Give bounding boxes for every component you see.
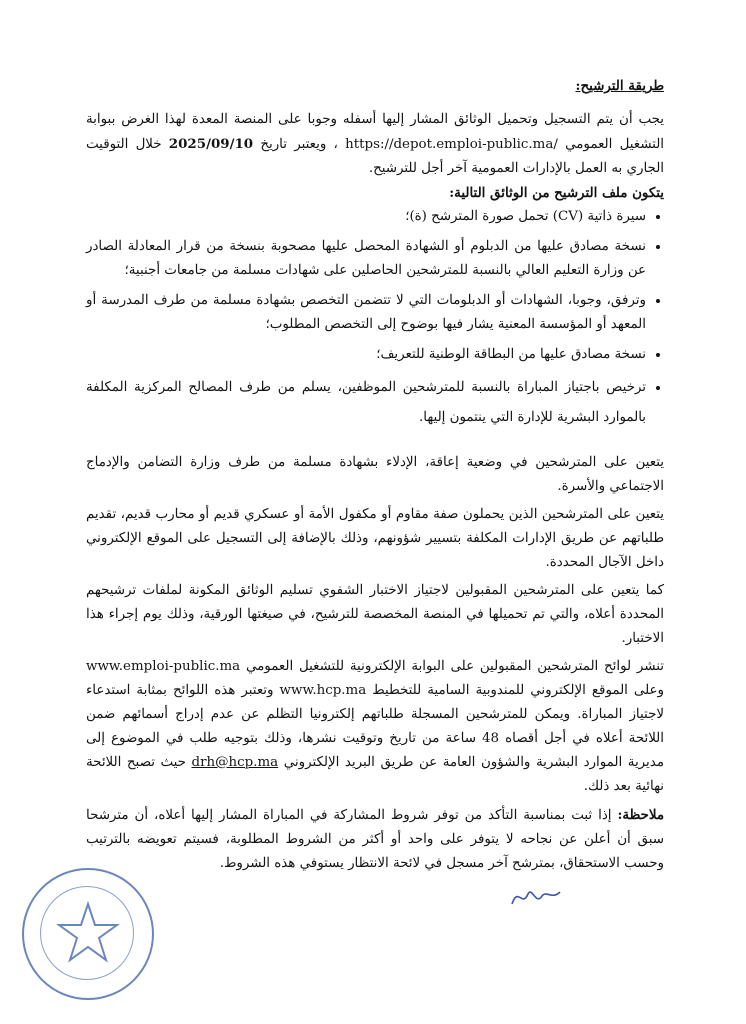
document-item: • نسخة مصادق عليها من الدبلوم أو الشهادة المحصل عليها مصحوبة بنسخة من قرار المعادلة الصادر عن وزارة التعليم العالي بالنسبة للمترشحين الحاصلين على شهادات مسلمة من جامعات أجنبية؛ [86,235,646,283]
note-text: إذا ثبت بمناسبة التأكد من توفر شروط المشاركة في المباراة المشار إليها أعلاه، أن مترشحا سبق أن أعلن عن نجاحه لا يتوفر على واحد أو أكثر من الشروط المطلوبة، فسيتم تعويضه بالترتيب وحسب الاستحقاق، بمترشح آخر مسجل في لائحة الانتظار يستوفي هذه الشروط. [86,808,664,871]
publication-text-3: وتعتبر هذه اللوائح بمثابة استدعاء لاجتياز المباراة. ويمكن للمترشحين المسجلة طلباتهم إلكترونيا التظلم عن عدم إدراج أسمائهم ضمن اللائحة أعلاه في أجل أقصاه [86,683,664,746]
signature-mark [508,880,564,912]
publication-text-1: تنشر لوائح المترشحين المقبولين على البوابة الإلكترونية للتشغيل العمومي [240,659,664,674]
veterans-paragraph: يتعين على المترشحين الذين يحملون صفة مقاوم أو مكفول الأمة أو عسكري قديم أو محارب قديم، تقديم طلباتهم عن طريق الإدارات المكلفة بتسيير شؤونهم، وذلك بالإضافة إلى التسجيل على الموقع الإلكتروني داخل الآجال المحددة. [86,507,664,570]
document-body [86,74,664,876]
stamp-star-icon [24,870,152,998]
intro-paragraph [86,108,664,181]
document-item: • سيرة ذاتية (CV) تحمل صورة المترشح (ة)؛ [86,205,646,229]
document-item: • ترخيص باجتياز المباراة بالنسبة للمترشحين الموظفين، يسلم من طرف المصالح المركزية المكلفة بالموارد البشرية للإدارة التي ينتمون إليها. [86,373,646,433]
emploi-public-site: www.emploi-public.ma [86,659,241,674]
publication-text-5: حيث تصبح اللائحة نهائية بعد ذلك. [86,755,664,794]
note-label: ملاحظة: [617,807,664,823]
document-item: • وترفق، وجوبا، الشهادات أو الدبلومات التي لا تتضمن التخصص بشهادة مسلمة من طرف المدرسة أو المعهد أو المؤسسة المعنية يشار فيها بوضوح إلى التخصص المطلوب؛ [86,289,646,337]
application-portal-url: https://depot.emploi-public.ma/ [345,137,558,152]
disability-paragraph: يتعين على المترشحين في وضعية إعاقة، الإدلاء بشهادة مسلمة من طرف وزارة التضامن والإدماج الاجتماعي والأسرة. [86,455,664,494]
intro-text-2: ، ويعتبر تاريخ [253,137,346,152]
publication-paragraph [86,655,664,799]
hr-email: drh@hcp.ma [191,755,279,770]
publication-text-2: وعلى الموقع الإلكتروني للمندوبية السامية للتخطيط [366,683,664,698]
intro-text-3: خلال التوقيت الجاري به العمل بالإدارات العمومية آخر أجل للترشيح. [86,137,664,176]
oral-exam-paragraph: كما يتعين على المترشحين المقبولين لاجتياز الاختبار الشفوي تسليم الوثائق المكونة لملفات ترشيحهم المحددة أعلاه، والتي تم تحميلها في المنصة المخصصة للترشيح، في صيغتها الورقية، وذلك يوم إجراء هذا الاختبار. [86,583,664,646]
publication-text-4: ساعة من تاريخ وتوقيت نشرها، وذلك بتوجيه طلب في الموضوع إلى مديرية الموارد البشرية والشؤون العامة عن طريق البريد الإلكتروني [86,731,664,770]
note-paragraph [86,803,664,876]
complaint-hours: 48 [481,731,500,746]
section-heading: طريقة الترشيح: [575,78,664,94]
intro-text-1: يجب أن يتم التسجيل وتحميل الوثائق المشار إليها أسفله وجوبا على المنصة المعدة لهذا الغرض ببوابة التشغيل العمومي [86,112,664,152]
hcp-site: www.hcp.ma [279,683,367,698]
official-stamp [22,868,154,1000]
documents-heading: يتكون ملف الترشيح من الوثائق التالية: [449,185,664,201]
deadline-date: 2025/09/10 [168,136,254,152]
document-item: • نسخة مصادق عليها من البطاقة الوطنية للتعريف؛ [86,343,646,367]
documents-list [86,205,664,433]
